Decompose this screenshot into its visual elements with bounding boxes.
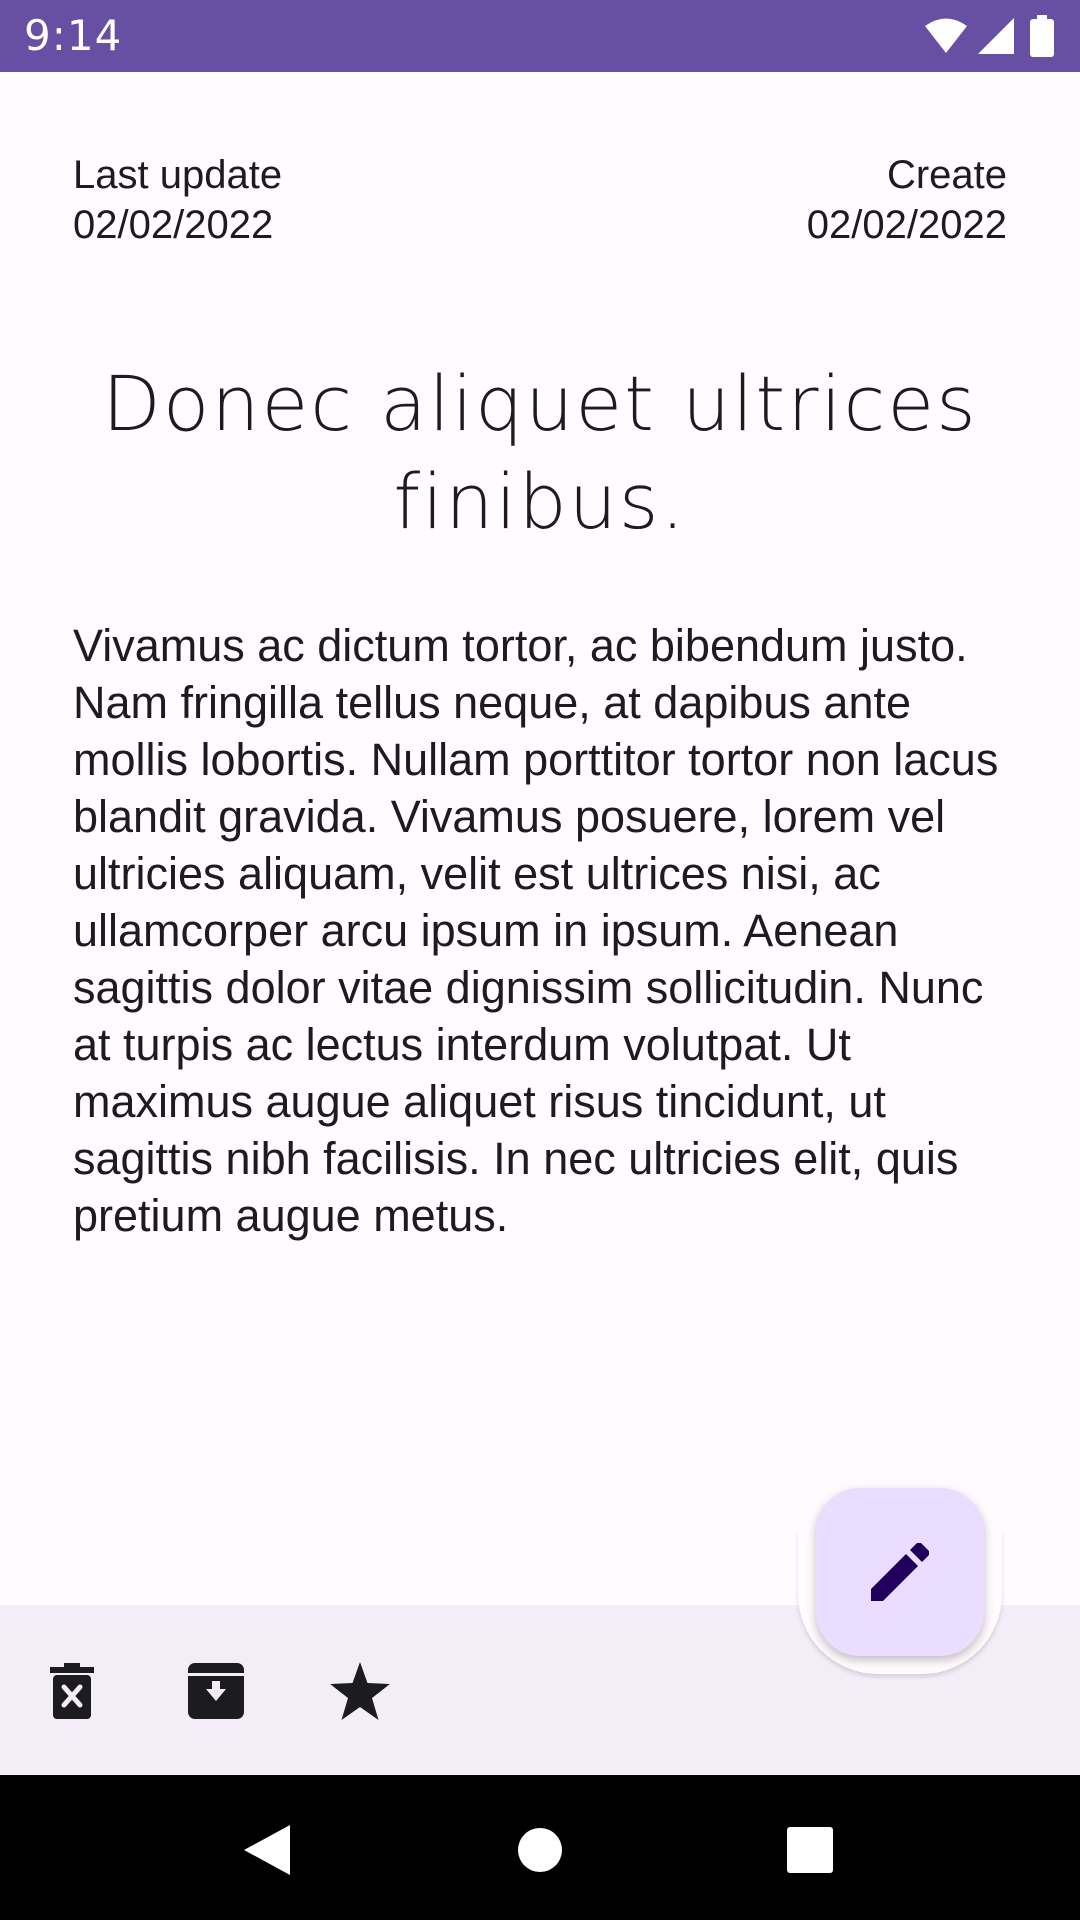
favorite-button[interactable] bbox=[324, 1655, 396, 1727]
note-body: Vivamus ac dictum tortor, ac bibendum justo. Nam fringilla tellus neque, at dapibus ante mollis lobortis. Nullam porttitor tortor non lacus blandit gravida. Vivamus posuere, lorem vel ultricies aliquam, velit est ultrices nisi, ac ullamcorper arcu ipsum in ipsum. Aenean sagittis dolor vitae dignissim sollicitudin. Nunc at turpis ac lectus interdum volutpat. Ut maximus augue aliquet risus tincidunt, ut sagittis nibh facilisis. In nec ultricies elit, quis pretium augue metus. bbox=[73, 620, 999, 1241]
create-date: 02/02/2022 bbox=[806, 203, 1007, 247]
delete-icon bbox=[50, 1663, 94, 1719]
cellular-signal-icon bbox=[976, 17, 1016, 55]
status-icons bbox=[924, 15, 1054, 57]
nav-back-button[interactable] bbox=[222, 1805, 312, 1895]
wifi-icon bbox=[924, 17, 968, 55]
edit-icon bbox=[871, 1543, 929, 1601]
system-navigation-bar bbox=[0, 1775, 1080, 1920]
status-bar bbox=[0, 0, 1080, 72]
archive-button[interactable] bbox=[180, 1655, 252, 1727]
nav-recents-button[interactable] bbox=[765, 1805, 855, 1895]
recents-icon bbox=[787, 1827, 833, 1873]
last-update-block bbox=[73, 150, 282, 250]
note-title: Donec aliquet ultrices finibus. bbox=[102, 359, 978, 546]
create-block bbox=[807, 150, 1007, 250]
home-icon bbox=[517, 1827, 563, 1873]
status-time: 9:14 bbox=[24, 11, 123, 60]
last-update-label: Last update bbox=[73, 153, 283, 197]
battery-icon bbox=[1030, 15, 1054, 57]
delete-button[interactable] bbox=[36, 1655, 108, 1727]
star-icon bbox=[330, 1662, 390, 1720]
edit-fab[interactable] bbox=[816, 1488, 984, 1656]
archive-icon bbox=[188, 1663, 244, 1719]
nav-home-button[interactable] bbox=[495, 1805, 585, 1895]
last-update-date: 02/02/2022 bbox=[73, 203, 274, 247]
create-label: Create bbox=[886, 153, 1007, 197]
back-icon bbox=[244, 1825, 290, 1875]
